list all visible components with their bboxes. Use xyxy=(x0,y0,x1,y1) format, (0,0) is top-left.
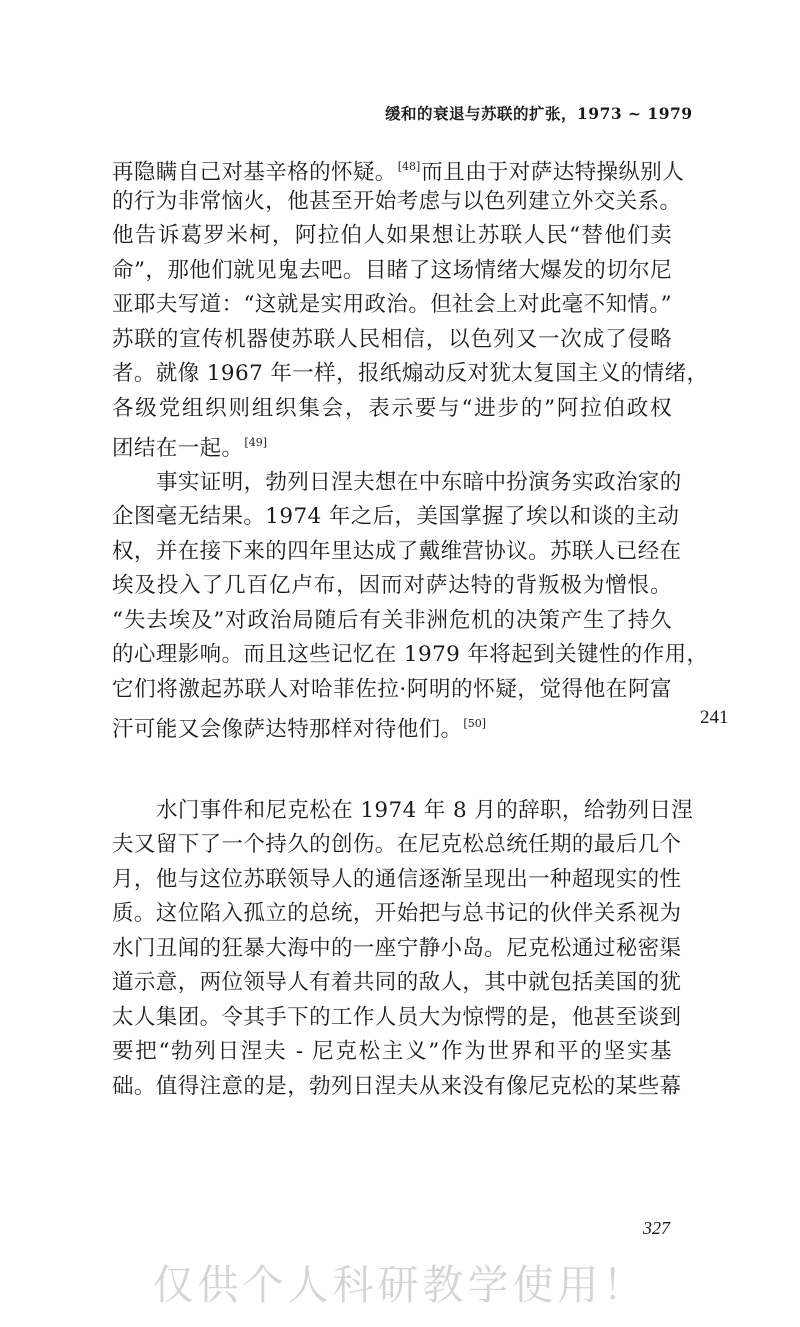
footnote-ref: [48] xyxy=(397,160,421,173)
paragraph-line: 月，他与这位苏联领导人的通信逐渐呈现出一种超现实的性 xyxy=(112,866,682,892)
text-segment: 再隐瞒自己对基辛格的怀疑。 xyxy=(112,160,397,185)
paragraph-line: 它们将激起苏联人对哈菲佐拉·阿明的怀疑，觉得他在阿富 xyxy=(112,676,672,702)
watermark: 仅供个人科研教学使用！ xyxy=(152,1261,648,1309)
paragraph-line: 的心理影响。而且这些记忆在 1979 年将起到关键性的作用， xyxy=(112,642,709,667)
paragraph-line: 水门事件和尼克松在 1974 年 8 月的辞职，给勃列日涅 xyxy=(156,797,694,823)
paragraph-line: 命”，那他们就见鬼去吧。目睹了这场情绪大爆发的切尔尼 xyxy=(112,257,672,283)
footnote-ref: [50] xyxy=(463,717,486,730)
paragraph-line: 各级党组织则组织集会，表示要与“进步的”阿拉伯政权 xyxy=(112,395,672,421)
footnote-ref: [49] xyxy=(244,436,267,449)
paragraph-line: “失去埃及”对政治局随后有关非洲危机的决策产生了持久 xyxy=(112,607,672,633)
body-text xyxy=(112,150,709,1104)
paragraph-line: 夫又留下了一个持久的创伤。在尼克松总统任期的最后几个 xyxy=(112,832,682,857)
paragraph-line: 苏联的宣传机器使苏联人民相信，以色列又一次成了侵略 xyxy=(112,326,672,352)
paragraph-line: 亚耶夫写道：“这就是实用政治。但社会上对此毫不知情。” xyxy=(112,292,672,317)
paragraph-line: 质。这位陷入孤立的总统，开始把与总书记的伙伴关系视为 xyxy=(112,901,682,926)
paragraph-line: 他告诉葛罗米柯，阿拉伯人如果想让苏联人民“替他们卖 xyxy=(112,223,672,248)
paragraph-line xyxy=(112,707,672,742)
paragraph-line: 埃及投入了几百亿卢布，因而对萨达特的背叛极为憎恨。 xyxy=(112,573,672,598)
text-segment: 汗可能又会像萨达特那样对待他们。 xyxy=(112,717,463,742)
paragraph-line: 道示意，两位领导人有着共同的敌人，其中就包括美国的犹 xyxy=(112,970,682,995)
paragraph-line xyxy=(112,426,672,461)
paragraph-line: 事实证明，勃列日涅夫想在中东暗中扮演务实政治家的 xyxy=(156,469,682,495)
paragraph-line: 要把“勃列日涅夫 - 尼克松主义”作为世界和平的坚实基 xyxy=(112,1039,672,1064)
page-number: 327 xyxy=(643,1218,670,1238)
paragraph-line: 太人集团。令其手下的工作人员大为惊愕的是，他甚至谈到 xyxy=(112,1004,682,1030)
paragraph-line: 础。值得注意的是，勃列日涅夫从来没有像尼克松的某些幕 xyxy=(112,1073,682,1099)
running-head-title: 缓和的衰退与苏联的扩张，1973 ~ 1979 xyxy=(385,104,693,123)
paragraph-line: 的行为非常恼火，他甚至开始考虑与以色列建立外交关系。 xyxy=(112,188,682,214)
paragraph-line: 者。就像 1967 年一样，报纸煽动反对犹太复国主义的情绪， xyxy=(112,361,709,386)
paragraph-line: 企图毫无结果。1974 年之后，美国掌握了埃以和谈的主动 xyxy=(112,504,680,529)
original-page-reference: 241 xyxy=(700,707,729,728)
paragraph-line: 权，并在接下来的四年里达成了戴维营协议。苏联人已经在 xyxy=(112,538,682,564)
text-segment: 而且由于对萨达特操纵别人 xyxy=(421,160,685,185)
text-segment: 团结在一起。 xyxy=(112,436,244,461)
paragraph-line xyxy=(112,150,685,185)
paragraph-line: 水门丑闻的狂暴大海中的一座宁静小岛。尼克松通过秘密渠 xyxy=(112,935,682,961)
